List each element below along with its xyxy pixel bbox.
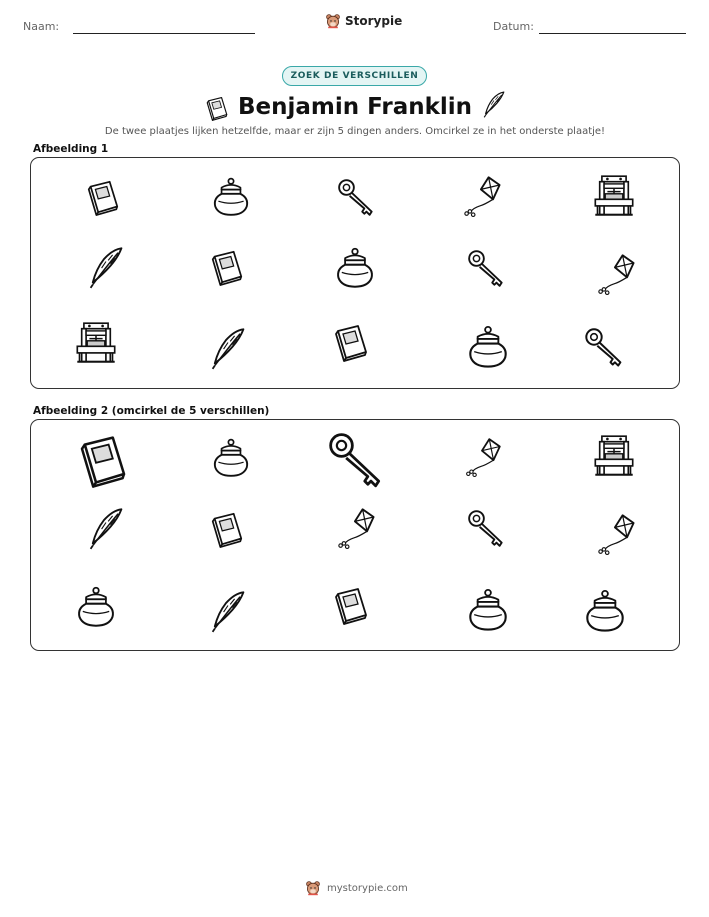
printing-press-icon (592, 174, 636, 218)
kite-icon (460, 174, 504, 218)
key-icon (583, 326, 627, 370)
book-icon (208, 510, 246, 548)
jar-icon (333, 246, 377, 290)
brand (325, 13, 402, 29)
key-icon (336, 177, 378, 219)
jar-icon (210, 437, 252, 479)
book-icon (75, 432, 131, 488)
brand-name: Storypie (345, 14, 403, 28)
quill-icon (206, 324, 250, 372)
quill-icon (84, 244, 128, 290)
date-label: Datum: (493, 20, 534, 33)
storypie-logo-icon (325, 13, 341, 29)
instructions: De twee plaatjes lijken hetzelfde, maar er zijn 5 dingen anders. Omcirkel ze in het onderste plaatje! (104, 126, 606, 137)
picture-2-label: Afbeelding 2 (omcirkel de 5 verschillen) (33, 405, 270, 417)
quill-icon (480, 89, 508, 119)
page-title: Benjamin Franklin (237, 94, 473, 120)
kite-icon (594, 252, 638, 296)
book-icon (84, 178, 122, 216)
picture-1-label: Afbeelding 1 (33, 143, 109, 155)
date-field[interactable] (539, 33, 686, 34)
kite-icon (594, 512, 638, 556)
kite-icon (462, 436, 504, 478)
quill-icon (206, 587, 250, 635)
name-label: Naam: (23, 20, 60, 33)
book-icon (331, 585, 371, 625)
activity-tag: ZOEK DE VERSCHILLEN (282, 66, 427, 86)
book-icon (331, 322, 371, 362)
key-icon (466, 508, 508, 550)
printing-press-icon (74, 320, 118, 366)
kite-icon (334, 506, 378, 550)
jar-icon (74, 585, 118, 629)
jar-icon (465, 587, 511, 633)
footer-url[interactable]: mystorypie.com (327, 882, 408, 894)
quill-icon (84, 504, 128, 552)
key-icon (466, 248, 508, 290)
jar-icon (582, 588, 628, 634)
name-field[interactable] (73, 33, 255, 34)
storypie-logo-icon (305, 880, 321, 896)
book-icon (208, 248, 246, 286)
key-icon (326, 430, 388, 492)
jar-icon (465, 324, 511, 370)
printing-press-icon (592, 434, 636, 478)
jar-icon (210, 176, 252, 218)
footer (305, 880, 408, 896)
